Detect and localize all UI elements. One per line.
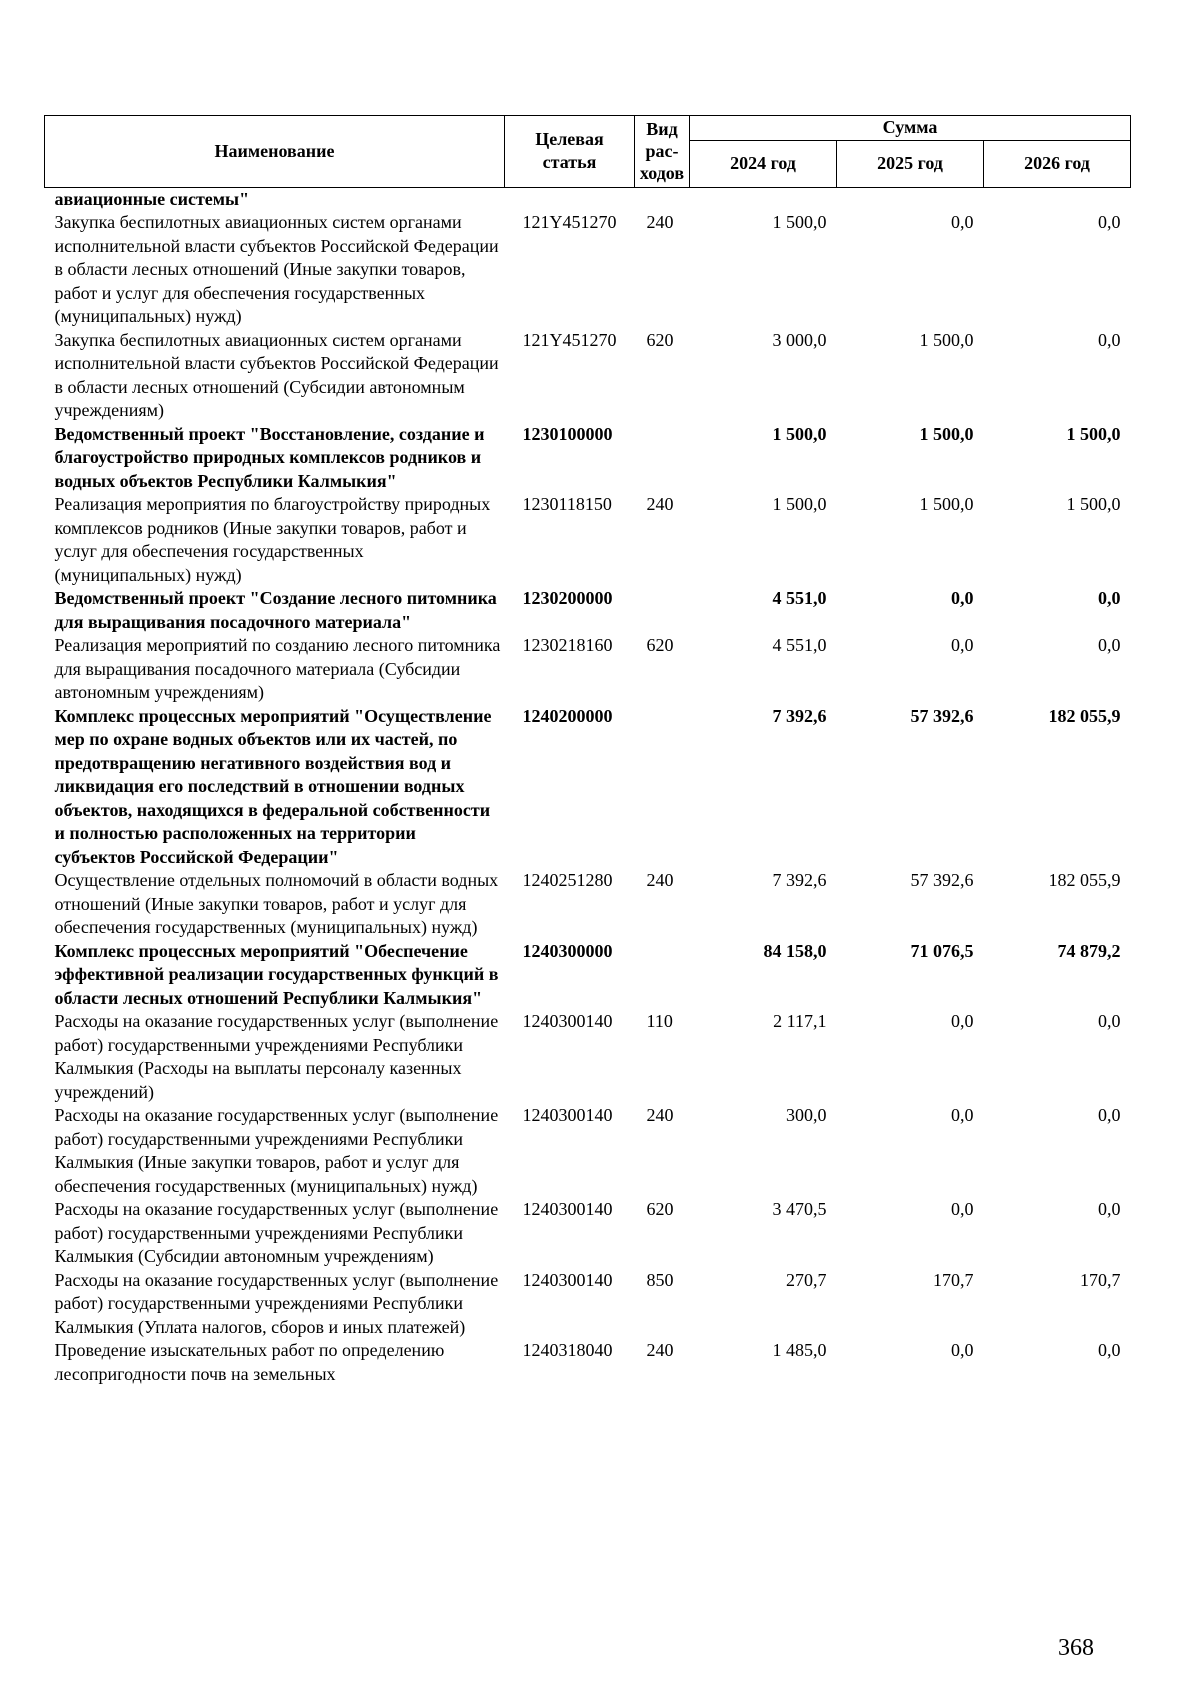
row-value-2024: 1 500,0 <box>772 212 827 232</box>
row-value-2024: 1 485,0 <box>772 1340 827 1360</box>
row-name: Расходы на оказание государственных услуг (выполнение работ) государственными учреждениями Республики Калмыкия (Расходы на выплаты персоналу казенных учреждений) <box>54 1011 499 1102</box>
table-row <box>45 1269 1131 1340</box>
row-code: 1230200000 <box>522 588 613 608</box>
row-code: 1240300140 <box>522 1199 613 1219</box>
page-number: 368 <box>1058 1635 1094 1661</box>
row-name: Расходы на оказание государственных услуг (выполнение работ) государственными учреждениями Республики Калмыкия (Субсидии автономным учреждениям) <box>54 1199 499 1266</box>
row-value-2025: 57 392,6 <box>910 705 974 726</box>
row-vid: 240 <box>646 870 674 890</box>
header-sum: Сумма <box>690 116 1131 141</box>
row-value-2024: 7 392,6 <box>772 705 827 726</box>
row-name: Расходы на оказание государственных услуг (выполнение работ) государственными учреждениями Республики Калмыкия (Иные закупки товаров, работ и услуг для обеспечения государственных (муниципальных) нужд) <box>54 1105 499 1196</box>
header-name: Наименование <box>45 116 505 188</box>
row-value-2024: 7 392,6 <box>772 870 827 890</box>
row-vid: 620 <box>646 329 674 350</box>
row-vid: 240 <box>646 1105 674 1125</box>
table-row <box>45 211 1131 329</box>
row-value-2026: 74 879,2 <box>1057 940 1121 961</box>
row-code: 121Y451270 <box>522 212 617 232</box>
row-value-2026: 0,0 <box>1098 1199 1121 1219</box>
row-value-2024: 2 117,1 <box>773 1011 827 1031</box>
row-name: Проведение изыскательных работ по определению лесопригодности почв на земельных <box>54 1340 445 1384</box>
row-value-2026: 182 055,9 <box>1048 705 1121 726</box>
row-value-2024 <box>690 187 837 211</box>
table-row <box>45 1339 1131 1386</box>
row-value-2025: 1 500,0 <box>919 494 974 514</box>
row-code: 1240300140 <box>522 1269 613 1290</box>
table-header <box>45 116 1131 188</box>
row-code: 1240300000 <box>522 940 613 961</box>
row-vid <box>635 423 690 494</box>
row-value-2026: 170,7 <box>1080 1269 1121 1290</box>
row-vid: 240 <box>646 1340 674 1360</box>
table-row <box>45 1010 1131 1104</box>
row-vid: 240 <box>646 212 674 232</box>
budget-table-sheet <box>44 115 1130 1386</box>
row-name: Ведомственный проект "Восстановление, создание и благоустройство природных комплексов родников и водных объектов Республики Калмыкия" <box>54 423 485 491</box>
row-value-2025: 170,7 <box>933 1269 974 1290</box>
row-name: Реализация мероприятий по созданию лесного питомника для выращивания посадочного материала (Субсидии автономным учреждениям) <box>54 635 501 702</box>
row-value-2026: 182 055,9 <box>1048 870 1121 890</box>
row-value-2025: 0,0 <box>951 635 974 655</box>
table-row <box>45 940 1131 1011</box>
row-value-2025: 71 076,5 <box>910 940 974 961</box>
table-row <box>45 1198 1131 1269</box>
table-row <box>45 869 1131 940</box>
row-name: Ведомственный проект "Создание лесного питомника для выращивания посадочного материала" <box>54 588 497 632</box>
row-code: 1230118150 <box>522 494 612 514</box>
header-year-2026: 2026 год <box>984 140 1131 187</box>
row-value-2024: 300,0 <box>786 1105 827 1125</box>
row-vid <box>635 705 690 870</box>
row-value-2026: 0,0 <box>1098 329 1121 350</box>
row-vid <box>635 587 690 634</box>
row-value-2024: 3 000,0 <box>772 329 827 350</box>
row-value-2026 <box>984 187 1131 211</box>
row-code: 1240300140 <box>522 1011 613 1031</box>
row-name: Закупка беспилотных авиационных систем органами исполнительной власти субъектов Российской Федерации в области лесных отношений (Иные закупки товаров, работ и услуг для обеспечения государственных (муниципальных) нужд) <box>54 212 499 326</box>
row-vid <box>635 187 690 211</box>
row-name: авиационные системы" <box>54 188 250 209</box>
header-code: Целевая статья <box>505 116 635 188</box>
row-value-2024: 84 158,0 <box>763 940 827 961</box>
row-value-2025: 1 500,0 <box>919 329 974 350</box>
row-name: Расходы на оказание государственных услуг (выполнение работ) государственными учреждениями Республики Калмыкия (Уплата налогов, сборов и иных платежей) <box>54 1269 499 1337</box>
table-row <box>45 634 1131 705</box>
table-body <box>45 187 1131 1386</box>
row-value-2025: 1 500,0 <box>919 423 974 444</box>
table-row <box>45 423 1131 494</box>
table-row <box>45 493 1131 587</box>
row-name: Комплекс процессных мероприятий "Осуществление мер по охране водных объектов или их частей, по предотвращению негативного воздействия вод и ликвидация его последствий в отношении водных объектов, находящихся в федеральной собственности и полностью расположенных на территории субъектов Российской Федерации" <box>54 705 492 867</box>
row-value-2026: 1 500,0 <box>1066 494 1121 514</box>
row-value-2025: 0,0 <box>951 1105 974 1125</box>
row-name: Реализация мероприятия по благоустройству природных комплексов родников (Иные закупки товаров, работ и услуг для обеспечения государственных (муниципальных) нужд) <box>54 494 491 585</box>
row-vid <box>635 940 690 1011</box>
row-value-2026: 0,0 <box>1098 1011 1121 1031</box>
row-value-2026: 0,0 <box>1098 212 1121 232</box>
row-value-2024: 1 500,0 <box>772 423 827 444</box>
table-row <box>45 187 1131 211</box>
row-value-2024: 1 500,0 <box>772 494 827 514</box>
row-vid: 240 <box>646 494 674 514</box>
row-vid: 110 <box>646 1011 673 1031</box>
row-code: 1240300140 <box>522 1105 613 1125</box>
row-value-2025 <box>837 187 984 211</box>
row-code: 1240318040 <box>522 1340 613 1360</box>
row-vid: 620 <box>646 1199 674 1219</box>
row-code: 1240251280 <box>522 870 613 890</box>
table-row <box>45 587 1131 634</box>
table-row <box>45 1104 1131 1198</box>
table-row <box>45 705 1131 870</box>
header-year-2025: 2025 год <box>837 140 984 187</box>
row-name: Осуществление отдельных полномочий в области водных отношений (Иные закупки товаров, работ и услуг для обеспечения государственных (муниципальных) нужд) <box>54 870 499 937</box>
row-value-2025: 0,0 <box>951 1011 974 1031</box>
row-value-2024: 4 551,0 <box>772 588 827 608</box>
row-code <box>505 187 635 211</box>
row-value-2024: 270,7 <box>786 1269 827 1290</box>
header-vid: Вид рас-ходов <box>635 116 690 188</box>
row-value-2026: 0,0 <box>1098 1105 1121 1125</box>
row-value-2024: 3 470,5 <box>772 1199 827 1219</box>
row-code: 1240200000 <box>522 705 613 726</box>
row-value-2026: 0,0 <box>1098 588 1121 608</box>
row-value-2025: 0,0 <box>951 212 974 232</box>
row-value-2025: 0,0 <box>951 1199 974 1219</box>
row-code: 1230218160 <box>522 635 613 655</box>
row-value-2025: 0,0 <box>951 588 974 608</box>
budget-table <box>44 115 1131 1386</box>
row-value-2025: 57 392,6 <box>910 870 974 890</box>
header-year-2024: 2024 год <box>690 140 837 187</box>
row-value-2026: 1 500,0 <box>1066 423 1121 444</box>
row-vid: 850 <box>646 1269 674 1290</box>
row-value-2024: 4 551,0 <box>772 635 827 655</box>
row-name: Комплекс процессных мероприятий "Обеспечение эффективной реализации государственных функций в области лесных отношений Республики Калмыкия" <box>54 940 499 1008</box>
row-value-2026: 0,0 <box>1098 635 1121 655</box>
table-row <box>45 329 1131 423</box>
row-value-2025: 0,0 <box>951 1340 974 1360</box>
row-name: Закупка беспилотных авиационных систем органами исполнительной власти субъектов Российской Федерации в области лесных отношений (Субсидии автономным учреждениям) <box>54 329 499 420</box>
row-code: 121Y451270 <box>522 329 617 350</box>
row-value-2026: 0,0 <box>1098 1340 1121 1360</box>
row-code: 1230100000 <box>522 423 613 444</box>
row-vid: 620 <box>646 635 674 655</box>
